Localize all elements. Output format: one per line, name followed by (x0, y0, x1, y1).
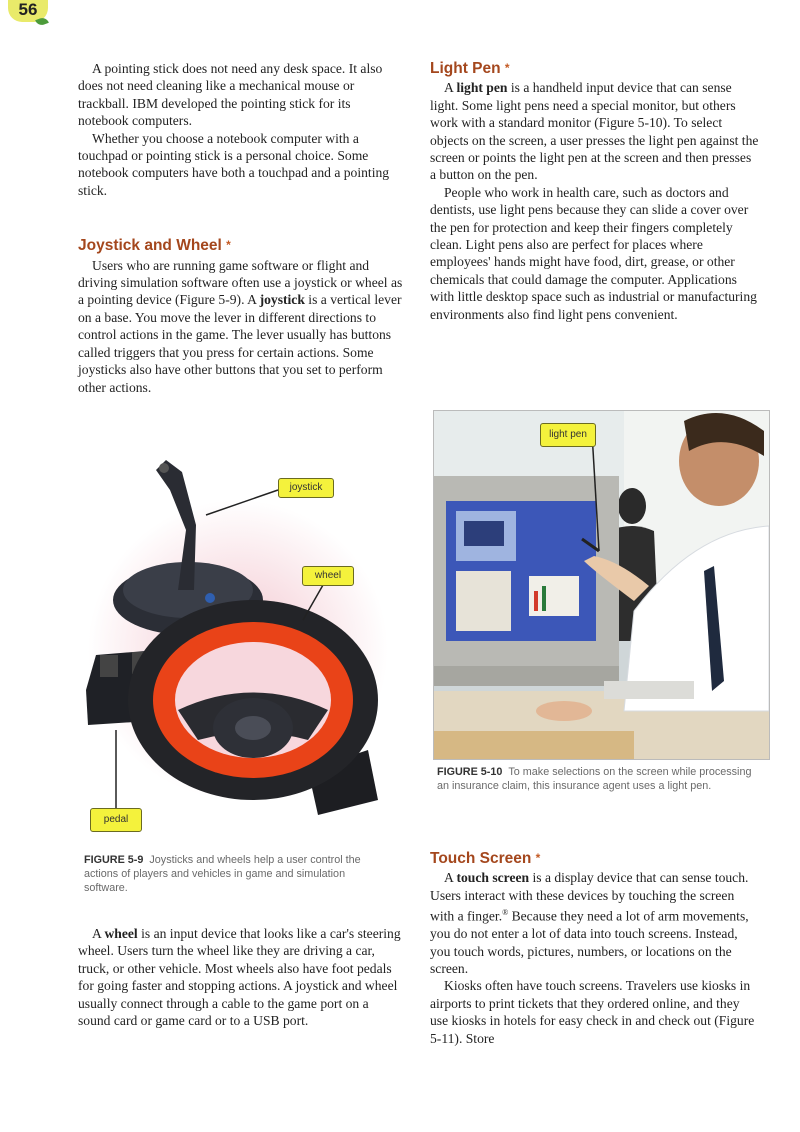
figure-label: FIGURE 5-9 (84, 854, 144, 866)
wheel-paragraph (78, 925, 404, 1029)
light-pen-callout: light pen (540, 423, 596, 447)
touch-screen-block (430, 850, 760, 1047)
wheel-callout: wheel (302, 566, 354, 586)
touch-screen-heading (430, 850, 760, 867)
text: Users who are running game software or flight and driving simulation software often use a joystick or wheel as a pointing device (Figure 5-9). A (78, 257, 403, 308)
paragraph: Kiosks often have touch screens. Travelers use kiosks in airports to print tickets that they ordered online, and they use kiosks in hotels for easy check in and check out (Figure 5-11). Store (430, 978, 755, 1046)
paragraph: A pointing stick does not need any desk space. It also does not need cleaning like a mechanical mouse or trackball. IBM developed the pointing stick for its notebook computers. (78, 61, 383, 129)
right-column (430, 60, 760, 323)
text: A (444, 80, 457, 96)
heading-text: Joystick and Wheel (78, 237, 222, 255)
joystick-callout: joystick (278, 478, 334, 498)
paragraph: People who work in health care, such as doctors and dentists, use light pens because they can slide a cover over the pen for protection and keep their fingers completely clean. Light pens also are perfect for places where employees' hands might have food, dirt, grease, or other chemicals that could damage the computer. Applications with little desktop space such as industrial or manufacturing environments also find light pens convenient. (430, 184, 757, 322)
joystick-wheel-illustration (78, 450, 408, 840)
text: A (92, 926, 105, 941)
text: A (444, 870, 457, 886)
left-column (78, 60, 404, 396)
light-pen-photo (433, 410, 770, 760)
heading-marker: * (226, 238, 231, 253)
figure-5-9-caption (84, 853, 374, 895)
text: is a handheld input device that can sense light. Some light pens need a special monitor, but others work with a standard monitor (Figure 5-10). To select objects on the screen, a user presses the light pen against the screen or points the light pen at the screen and then presses a button on the pen. (430, 80, 759, 183)
caption-text: Joysticks and wheels help a user control the actions of players and vehicles in game and simulation software. (84, 854, 361, 894)
wheel-text-block (78, 925, 404, 1029)
figure-5-9-image (78, 450, 408, 840)
caption-text: To make selections on the screen while processing an insurance claim, this insurance agent uses a light pen. (437, 766, 752, 792)
text: Because they need a lot of arm movements, you do not enter a lot of data into touch screens. Instead, you touch words, pictures, numbers, or locations on the screen. (430, 908, 749, 976)
pedal-callout: pedal (90, 808, 142, 832)
figure-label: FIGURE 5-10 (437, 766, 503, 778)
key-term: touch screen (456, 870, 530, 886)
text: is a display device that can sense touch. Users interact with these devices by touching the screen with a finger. (430, 870, 749, 924)
light-pen-heading (430, 60, 760, 77)
joystick-wheel-heading (78, 237, 404, 254)
figure-5-10-image (434, 411, 769, 759)
joystick-paragraph (78, 257, 404, 396)
text: is a vertical lever on a base. You move the lever in different directions to control actions in the game. The lever usually has buttons called triggers that you press for certain actions. Some joysticks also have other buttons that you set to perform other actions. (78, 292, 402, 395)
heading-text: Touch Screen (430, 850, 532, 867)
key-term: wheel (104, 926, 138, 941)
key-term: joystick (259, 292, 305, 308)
superscript: ® (502, 908, 509, 918)
light-pen-paragraph (430, 79, 760, 183)
page-number: 56 (8, 0, 48, 22)
heading-text: Light Pen (430, 60, 501, 77)
heading-marker: * (504, 61, 510, 75)
figure-5-10-caption (437, 765, 755, 793)
touch-screen-paragraph (430, 869, 760, 977)
paragraph: Whether you choose a notebook computer with a touchpad or pointing stick is a personal choice. Some notebook computers have both a touchpad and a pointing stick. (78, 130, 390, 198)
key-term: light pen (456, 80, 508, 96)
text: is an input device that looks like a car's steering wheel. Users turn the wheel like they are driving a car, truck, or other vehicle. Most wheels also have foot pedals for going faster and stopping actions. A joystick and wheel usually connect through a cable to the game port on a sound card or game card or to a USB port. (78, 926, 401, 1029)
heading-marker: * (535, 851, 541, 865)
